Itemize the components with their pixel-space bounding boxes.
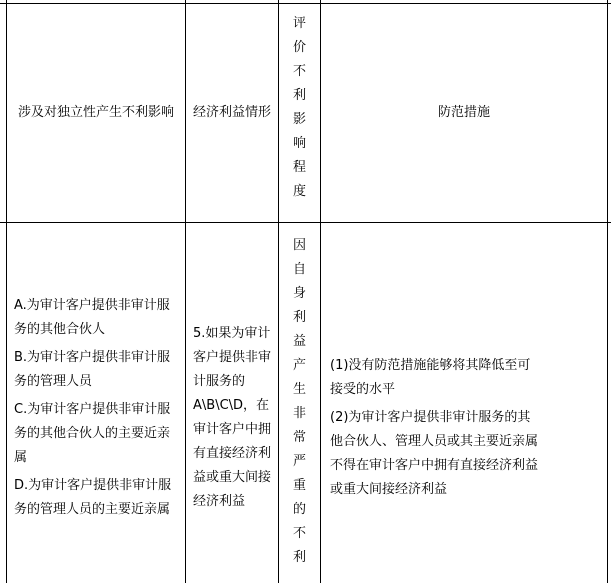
impact-item: A.为审计客户提供非审计服务的其他合伙人 [14,298,170,337]
header-safeguards [321,4,607,222]
severity-char: 不 [292,526,306,541]
header-severity [279,12,320,204]
impact-item: C.为审计客户提供非审计服务的其他合伙人的主要近亲属 [14,402,171,465]
header-severity-char: 利 [292,88,306,103]
header-severity-char: 程 [292,160,306,175]
safeguard-item: (1)没有防范措施能够将其降低至可接受的水平 [330,358,531,397]
severity-char: 身 [292,286,306,301]
safeguard-item: (2)为审计客户提供非审计服务的其他合伙人、管理人员或其主要近亲属不得在审计客户中拥有直接经济利益或重大间接经济利益 [330,410,539,497]
header-interest [190,4,274,222]
header-severity-char: 不 [292,64,306,79]
header-severity-char: 影 [292,112,306,127]
header-severity-char: 响 [292,136,306,151]
header-severity-char: 度 [292,184,306,199]
header-severity-char: 评 [292,16,306,31]
severity-char: 利 [292,550,306,565]
interest-description-text: 5.如果为审计客户提供非审计服务的A\B\C\D，在审计客户中拥有直接经济利益或重大间接经济利益 [193,326,272,509]
severity-text [279,234,320,570]
severity-char: 利 [292,310,306,325]
severity-char: 常 [292,430,306,445]
impact-item: B.为审计客户提供非审计服务的管理人员 [14,350,171,389]
severity-char: 非 [292,406,306,421]
safeguard-list [330,354,540,506]
right-border [607,0,608,583]
header-impact [12,4,180,222]
header-impact-text: 涉及对独立性产生不利影响 [17,105,174,120]
impact-item: D.为审计客户提供非审计服务的管理人员的主要近亲属 [14,478,172,517]
severity-char: 产 [292,358,306,373]
severity-char: 自 [292,262,306,277]
header-interest-text: 经济利益情形 [192,105,271,120]
severity-char: 益 [292,334,306,349]
severity-char: 的 [292,502,306,517]
severity-char: 因 [292,238,306,253]
severity-char: 重 [292,478,306,493]
interest-description [193,322,271,514]
header-severity-char: 价 [292,40,306,55]
left-border [6,0,7,583]
severity-char: 生 [292,382,306,397]
header-bottom-border [0,222,611,223]
header-safeguards-text: 防范措施 [437,105,490,120]
severity-char: 严 [292,454,306,469]
col-divider-1 [185,0,186,583]
impact-list [14,294,180,526]
